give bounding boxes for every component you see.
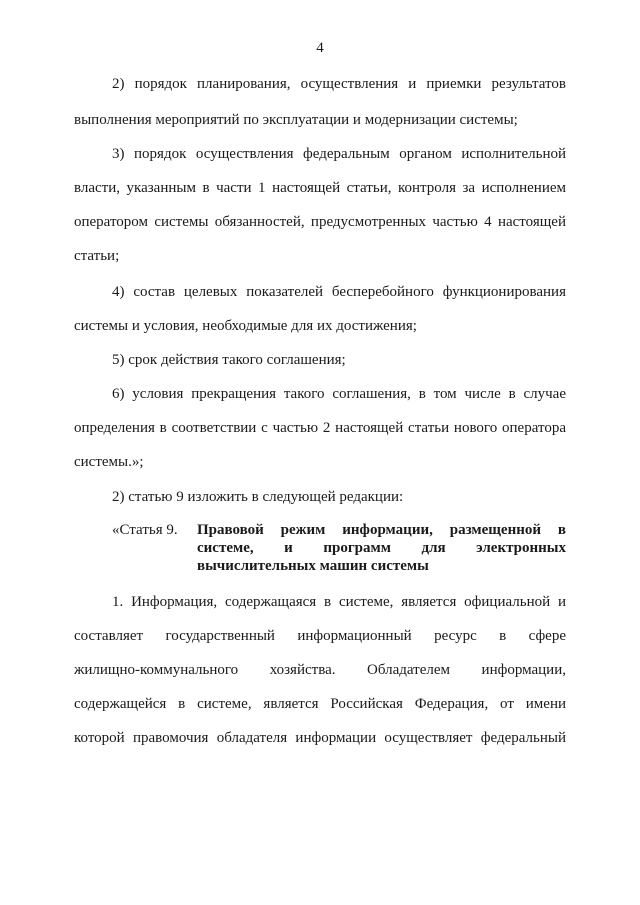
paragraph-line: составляет государственный информационный ресурс в сфере: [74, 628, 566, 644]
paragraph-line: выполнения мероприятий по эксплуатации и модернизации системы;: [74, 112, 518, 128]
paragraph-line: системы и условия, необходимые для их достижения;: [74, 318, 417, 334]
paragraph-line: жилищно-коммунального хозяйства. Обладателем информации,: [74, 662, 566, 678]
article-title-line: системе, и программ для электронных: [197, 540, 566, 556]
paragraph-line: 4) состав целевых показателей бесперебойного функционирования: [112, 284, 566, 300]
article-label: «Статья 9.: [112, 522, 178, 538]
paragraph-line: 6) условия прекращения такого соглашения, в том числе в случае: [112, 386, 566, 402]
paragraph-line: власти, указанным в части 1 настоящей статьи, контроля за исполнением: [74, 180, 566, 196]
paragraph-line: определения в соответствии с частью 2 настоящей статьи нового оператора: [74, 420, 566, 436]
paragraph-line: оператором системы обязанностей, предусмотренных частью 4 настоящей: [74, 214, 566, 230]
paragraph-line: статьи;: [74, 248, 120, 264]
article-title-line: вычислительных машин системы: [197, 558, 429, 574]
paragraph-line: содержащейся в системе, является Российская Федерация, от имени: [74, 696, 566, 712]
paragraph-line: которой правомочия обладателя информации осуществляет федеральный: [74, 730, 566, 746]
paragraph-line: системы.»;: [74, 454, 144, 470]
paragraph-line: 1. Информация, содержащаяся в системе, является официальной и: [112, 594, 566, 610]
paragraph-line: 2) статью 9 изложить в следующей редакции:: [112, 489, 404, 505]
page-number: 4: [316, 40, 324, 56]
article-title-line: Правовой режим информации, размещенной в: [197, 522, 566, 538]
paragraph-line: 3) порядок осуществления федеральным органом исполнительной: [112, 146, 566, 162]
paragraph-line: 2) порядок планирования, осуществления и приемки результатов: [112, 76, 566, 92]
paragraph-line: 5) срок действия такого соглашения;: [112, 352, 346, 368]
